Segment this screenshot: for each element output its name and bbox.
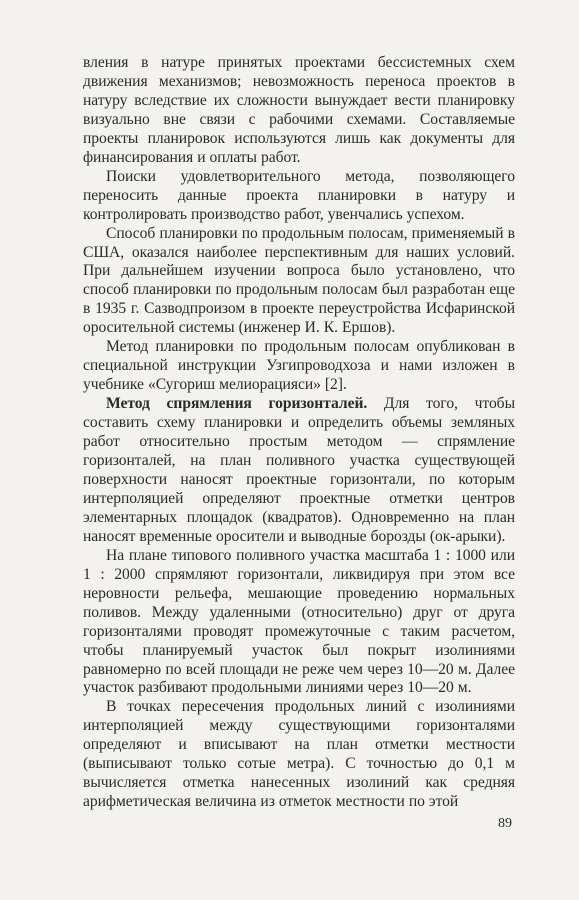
paragraph-7: В точках пересечения продольных линий с изолиниями интерполяцией между существующими горизонталями определяют и вписывают на план отметки местности (выписывают только сотые метра). С точностью до 0,1 м вычисляется отметка нанесенных изолиний как средняя арифметическая величина из отметок местности по этой xyxy=(83,698,515,811)
paragraph-6: На плане типового поливного участка масштаба 1 : 1000 или 1 : 2000 спрямляют горизонтали, ликвидируя при этом все неровности рельефа, мешающие проведению нормальных поливов. Между удаленными (относительно) друг от друга горизонталями проводят промежуточные с таким расчетом, чтобы планируемый участок был покрыт изолиниями равномерно по всей площади не реже чем через 10—20 м. Далее участок разбивают продольными линиями через 10—20 м. xyxy=(83,546,515,697)
paragraph-5 xyxy=(83,395,515,547)
paragraph-1: вления в натуре принятых проектами бессистемных схем движения механизмов; невозможность переноса проектов в натуру вследствие их сложности вынуждает вести планировку визуально вне связи с рабочими схемами. Составляемые проекты планировок используются лишь как документы для финансирования и оплаты работ. xyxy=(83,54,515,166)
paragraph-2: Поиски удовлетворительного метода, позволяющего переносить данные проекта планировки в натуру и контролировать производство работ, увенчались успехом. xyxy=(83,167,515,223)
page-number: 89 xyxy=(498,816,512,831)
paragraph-5-text: Для того, чтобы составить схему планировки и определить объемы земляных работ относительно простым методом — спрямление горизонталей, на план поливного участка существующей поверхности наносят проектные горизонтали, по которым интерполяцией определяют проектные отметки центров элементарных площадок (квадратов). Одновременно на план наносят временные оросители и выводные борозды (ок-арыки). xyxy=(83,395,515,545)
paragraph-3: Способ планировки по продольным полосам, применяемый в США, оказался наиболее перспективным для наших условий. При дальнейшем изучении вопроса было установлено, что способ планировки по продольным полосам был разработан еще в 1935 г. Сазводпроизом в проекте переустройства Исфаринской оросительной системы (инженер И. К. Ершов). xyxy=(83,224,515,337)
main-text xyxy=(83,54,515,812)
section-heading: Метод спрямления горизонталей. xyxy=(106,395,368,413)
paragraph-4: Метод планировки по продольным полосам опубликован в специальной инструкции Узгипроводхоза и нами изложен в учебнике «Сугориш мелиорацияси» [2]. xyxy=(83,338,515,394)
